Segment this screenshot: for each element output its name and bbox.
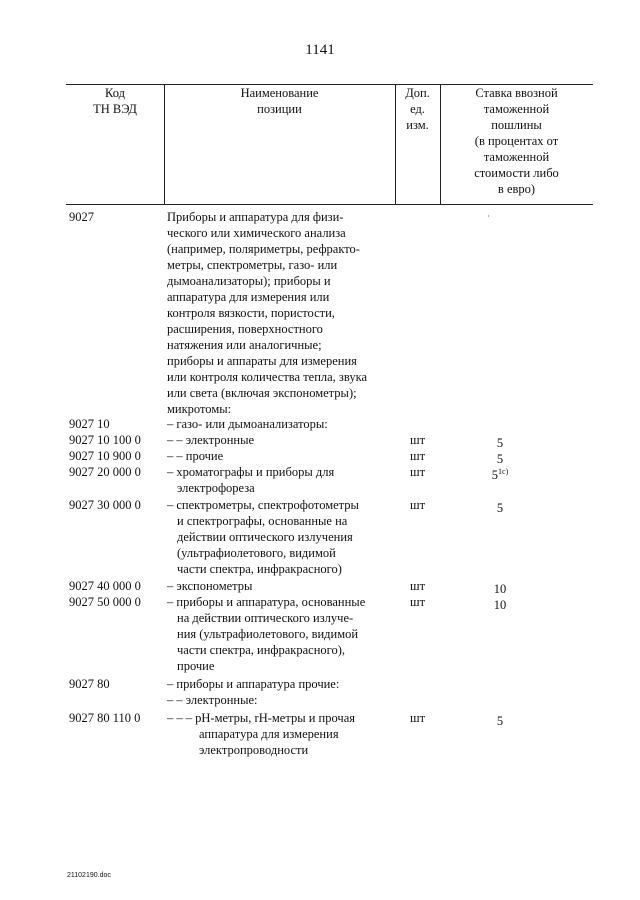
row-code: 9027 80 — [69, 677, 110, 691]
row-name-line: – экспонометры — [167, 579, 253, 593]
row-name-line: натяжения или аналогичные; — [167, 338, 322, 352]
row-name — [167, 416, 399, 432]
header-rate-line: пошлины — [491, 118, 542, 132]
row-name — [167, 594, 399, 674]
row-name-line: действии оптического излучения — [177, 530, 353, 544]
row-rate-value: 5 — [496, 714, 504, 728]
header-name-line: позиции — [257, 102, 302, 116]
row-name-line: – – прочие — [167, 449, 224, 463]
row-unit: шт — [410, 449, 426, 463]
row-code: 9027 — [69, 210, 94, 224]
row-name — [167, 209, 399, 417]
row-code: 9027 30 000 0 — [69, 498, 141, 512]
row-name-line: на действии оптического излуче- — [177, 611, 354, 625]
header-unit — [395, 85, 440, 133]
row-name-line: микротомы: — [167, 402, 232, 416]
header-name-line: Наименование — [240, 86, 319, 100]
row-name — [167, 676, 399, 692]
row-name-line: электропроводности — [199, 743, 309, 757]
row-code: 9027 50 000 0 — [69, 595, 141, 609]
row-name-line: – приборы и аппаратура прочие: — [167, 677, 340, 691]
header-code-line: Код — [105, 86, 125, 100]
row-name — [167, 497, 399, 577]
row-name-line: части спектра, инфракрасного), — [177, 643, 346, 657]
header-code-line: ТН ВЭД — [93, 102, 137, 116]
row-unit: шт — [410, 498, 426, 512]
row-name — [167, 692, 399, 708]
header-unit-line: Доп. — [405, 86, 430, 100]
row-name-line: метры, спектрометры, газо- или — [167, 258, 338, 272]
row-unit: шт — [410, 433, 426, 447]
row-name — [167, 710, 399, 758]
row-unit: шт — [410, 711, 426, 725]
row-name-line: – газо- или дымоанализаторы: — [167, 417, 328, 431]
row-code: 9027 20 000 0 — [69, 465, 141, 479]
row-rate-value: 5 — [491, 468, 499, 482]
header-rate — [440, 85, 593, 197]
page-number: 1141 — [305, 42, 335, 58]
header-rate-line: (в процентах от — [474, 134, 559, 148]
row-rate — [470, 594, 530, 613]
row-name-line: – спектрометры, спектрофотометры — [167, 498, 359, 512]
row-name-line: (ультрафиолетового, видимой — [177, 546, 336, 560]
row-rate-value: 5 — [496, 436, 504, 450]
row-name — [167, 448, 399, 464]
footer-filename: 21102190.doc — [67, 872, 111, 879]
row-code: 9027 80 110 0 — [69, 711, 141, 725]
row-name-line: ния (ультрафиолетового, видимой — [177, 627, 359, 641]
row-name — [167, 432, 399, 448]
header-rate-line: таможенной — [483, 150, 550, 164]
header-unit-line: изм. — [406, 118, 429, 132]
row-name-line: или контроля количества тепла, звука — [167, 370, 368, 384]
row-code: 9027 40 000 0 — [69, 579, 141, 593]
row-name-line: электрофореза — [177, 481, 255, 495]
header-name — [164, 85, 395, 117]
row-rate-value: 10 — [493, 582, 507, 596]
row-code: 9027 10 100 0 — [69, 433, 141, 447]
row-rate — [470, 497, 530, 516]
table-header-bottom-rule — [66, 204, 593, 205]
row-rate — [470, 710, 530, 729]
row-name-line: – хроматографы и приборы для — [167, 465, 335, 479]
row-name-line: прочие — [177, 659, 215, 673]
row-name-line: контроля вязкости, пористости, — [167, 306, 335, 320]
row-rate-value: 5 — [496, 501, 504, 515]
row-unit: шт — [410, 579, 426, 593]
row-name-line: и спектрографы, основанные на — [177, 514, 348, 528]
row-name-line: (например, поляриметры, рефракто- — [167, 242, 360, 256]
row-code: 9027 10 — [69, 417, 110, 431]
row-name-line: части спектра, инфракрасного) — [177, 562, 342, 576]
header-rate-line: Ставка ввозной — [475, 86, 558, 100]
row-name-line: аппаратура для измерения или — [167, 290, 330, 304]
row-rate — [470, 464, 530, 483]
stray-mark: · — [487, 212, 490, 221]
row-rate-footnote: 1с) — [498, 467, 509, 476]
row-rate-value: 5 — [496, 452, 504, 466]
row-name — [167, 578, 399, 594]
row-unit: шт — [410, 595, 426, 609]
row-name-line: аппаратура для измерения — [199, 727, 339, 741]
header-unit-line: ед. — [410, 102, 425, 116]
row-name-line: приборы и аппараты для измерения — [167, 354, 357, 368]
row-rate-value: 10 — [493, 598, 507, 612]
row-name-line: Приборы и аппаратура для физи- — [167, 210, 344, 224]
row-name-line: или света (включая экспонометры); — [167, 386, 357, 400]
row-name-line: расширения, поверхностного — [167, 322, 323, 336]
row-code: 9027 10 900 0 — [69, 449, 141, 463]
header-rate-line: в евро) — [497, 182, 536, 196]
row-name-line: – – электронные — [167, 433, 255, 447]
header-rate-line: стоимости либо — [474, 166, 559, 180]
row-name-line: ческого или химического анализа — [167, 226, 346, 240]
row-name-line: – приборы и аппаратура, основанные — [167, 595, 366, 609]
row-name-line: дымоанализаторы); приборы и — [167, 274, 331, 288]
row-unit: шт — [410, 465, 426, 479]
row-name-line: – – электронные: — [167, 693, 258, 707]
row-name — [167, 464, 399, 496]
header-rate-line: таможенной — [483, 102, 550, 116]
header-code — [66, 85, 164, 117]
row-name-line: – – – pH-метры, rH-метры и прочая — [167, 711, 356, 725]
